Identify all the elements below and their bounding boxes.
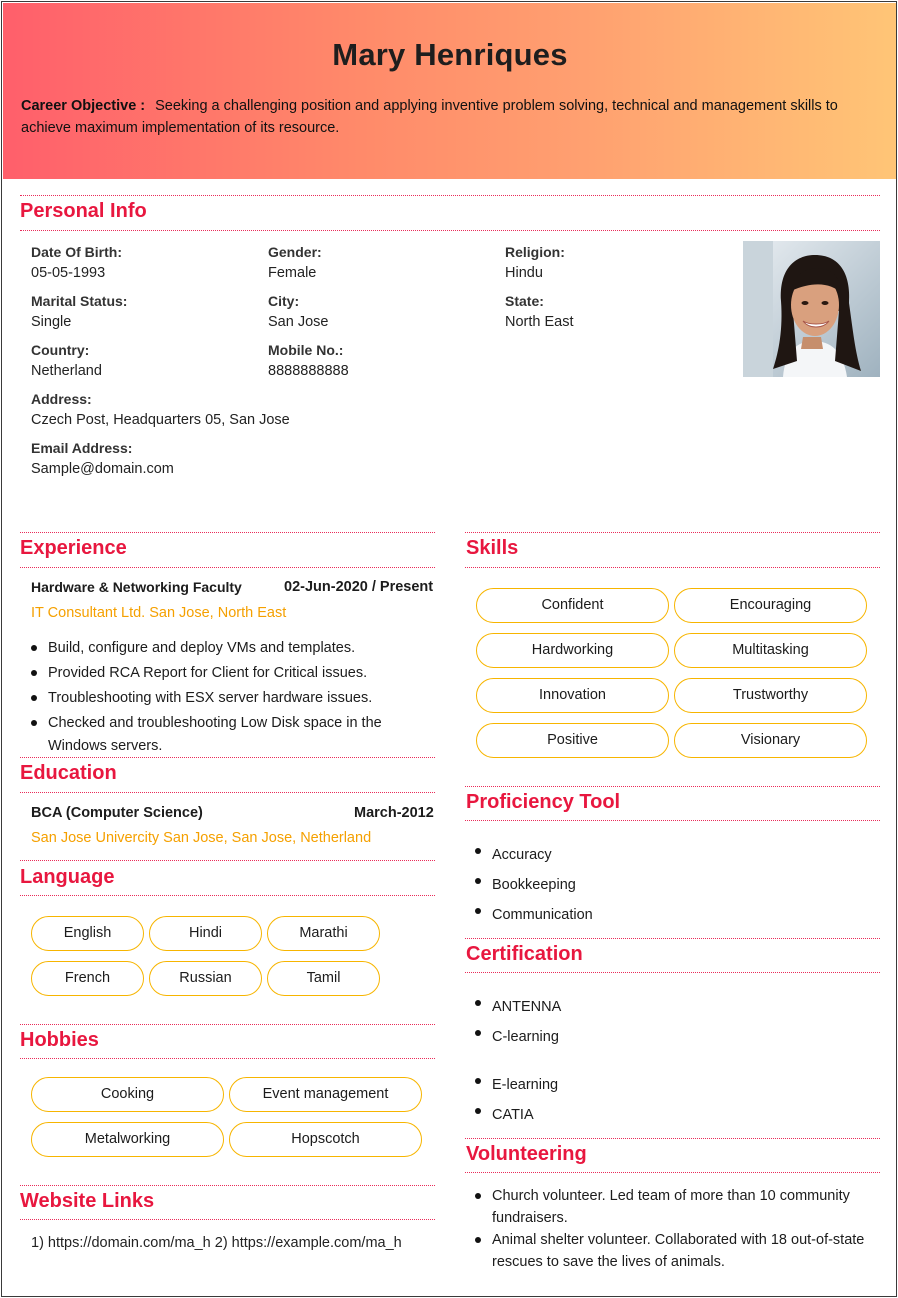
divider	[20, 1185, 435, 1186]
list-item: C-learning	[466, 1022, 866, 1052]
job-role: Hardware & Networking Faculty	[31, 579, 242, 595]
objective-label: Career Objective :	[21, 98, 146, 114]
divider	[20, 792, 435, 793]
hobby-pill: Cooking	[31, 1077, 224, 1112]
divider	[20, 1024, 435, 1025]
divider	[20, 1219, 435, 1220]
language-pill: Russian	[149, 961, 262, 996]
list-item: Accuracy	[466, 840, 866, 870]
country-value: Netherland	[31, 363, 102, 379]
skill-pill: Encouraging	[674, 588, 867, 623]
marital-value: Single	[31, 314, 72, 330]
country-label: Country:	[31, 342, 90, 358]
divider	[20, 860, 435, 861]
experience-list	[22, 637, 402, 758]
list-item: Communication	[466, 900, 866, 930]
divider	[20, 895, 435, 896]
address-label: Address:	[31, 391, 92, 407]
career-objective	[21, 95, 871, 139]
list-item: Provided RCA Report for Client for Critical issues.	[22, 662, 402, 685]
profile-photo	[743, 241, 880, 377]
gender-value: Female	[268, 265, 317, 281]
religion-label: Religion:	[505, 244, 565, 260]
section-title-volunteering: Volunteering	[466, 1143, 587, 1165]
divider	[20, 230, 880, 231]
city-value: San Jose	[268, 314, 329, 330]
divider	[465, 532, 880, 533]
proficiency-list	[466, 840, 866, 930]
section-title-skills: Skills	[466, 537, 519, 559]
divider	[20, 757, 435, 758]
education-date: March-2012	[354, 805, 434, 821]
divider	[20, 195, 880, 196]
list-item: CATIA	[466, 1100, 866, 1130]
city-label: City:	[268, 293, 300, 309]
state-value: North East	[505, 314, 574, 330]
divider	[20, 1058, 435, 1059]
list-item: Troubleshooting with ESX server hardware issues.	[22, 687, 402, 710]
list-item: Church volunteer. Led team of more than 10 community fundraisers.	[466, 1185, 876, 1229]
skill-pill: Trustworthy	[674, 678, 867, 713]
education-school: San Jose Univercity San Jose, San Jose, Netherland	[31, 830, 372, 846]
divider	[465, 567, 880, 568]
section-title-experience: Experience	[20, 537, 127, 559]
list-item: Checked and troubleshooting Low Disk space in the Windows servers.	[22, 712, 402, 758]
website-links-text[interactable]: 1) https://domain.com/ma_h 2) https://example.com/ma_h	[31, 1235, 402, 1251]
portrait-image	[743, 241, 880, 377]
section-title-hobbies: Hobbies	[20, 1029, 99, 1051]
education-degree: BCA (Computer Science)	[31, 805, 203, 821]
divider	[465, 1172, 880, 1173]
job-dates: 02-Jun-2020 / Present	[284, 579, 434, 595]
mobile-value: 8888888888	[268, 363, 349, 379]
section-title-proficiency-tool: Proficiency Tool	[466, 791, 621, 813]
skill-pill: Visionary	[674, 723, 867, 758]
resume-page	[1, 1, 897, 1297]
skill-pill: Multitasking	[674, 633, 867, 668]
section-title-education: Education	[20, 762, 117, 784]
language-pill: French	[31, 961, 144, 996]
section-title-website-links: Website Links	[20, 1190, 155, 1212]
marital-label: Marital Status:	[31, 293, 128, 309]
divider	[20, 532, 435, 533]
divider	[20, 567, 435, 568]
section-title-personal-info: Personal Info	[20, 200, 147, 222]
volunteering-list	[466, 1185, 876, 1273]
email-value: Sample@domain.com	[31, 461, 174, 477]
language-pill: Hindi	[149, 916, 262, 951]
list-item: Animal shelter volunteer. Collaborated with 18 out-of-state rescues to save the lives of animals.	[466, 1229, 876, 1273]
skill-pill: Innovation	[476, 678, 669, 713]
state-label: State:	[505, 293, 544, 309]
email-label: Email Address:	[31, 440, 133, 456]
divider	[465, 820, 880, 821]
dob-label: Date Of Birth:	[31, 244, 122, 260]
candidate-name: Mary Henriques	[332, 37, 568, 72]
job-company: IT Consultant Ltd. San Jose, North East	[31, 605, 287, 621]
religion-value: Hindu	[505, 265, 543, 281]
objective-text: Seeking a challenging position and applying inventive problem solving, technical and management skills to achieve maximum implementation of its resource.	[21, 98, 838, 136]
divider	[465, 786, 880, 787]
language-pill: English	[31, 916, 144, 951]
skill-pill: Positive	[476, 723, 669, 758]
list-item: ANTENNA	[466, 992, 866, 1022]
mobile-label: Mobile No.:	[268, 342, 344, 358]
skill-pill: Confident	[476, 588, 669, 623]
hobby-pill: Metalworking	[31, 1122, 224, 1157]
divider	[465, 938, 880, 939]
divider	[465, 972, 880, 973]
section-title-language: Language	[20, 866, 115, 888]
skill-pill: Hardworking	[476, 633, 669, 668]
language-pill: Marathi	[267, 916, 380, 951]
list-item: E-learning	[466, 1070, 866, 1100]
hobby-pill: Event management	[229, 1077, 422, 1112]
certification-list	[466, 992, 866, 1130]
address-value: Czech Post, Headquarters 05, San Jose	[31, 412, 290, 428]
divider	[465, 1138, 880, 1139]
section-title-certification: Certification	[466, 943, 583, 965]
gender-label: Gender:	[268, 244, 322, 260]
hobby-pill: Hopscotch	[229, 1122, 422, 1157]
list-item: Build, configure and deploy VMs and templates.	[22, 637, 402, 660]
resume-header	[3, 3, 897, 179]
language-pill: Tamil	[267, 961, 380, 996]
list-item: Bookkeeping	[466, 870, 866, 900]
dob-value: 05-05-1993	[31, 265, 106, 281]
